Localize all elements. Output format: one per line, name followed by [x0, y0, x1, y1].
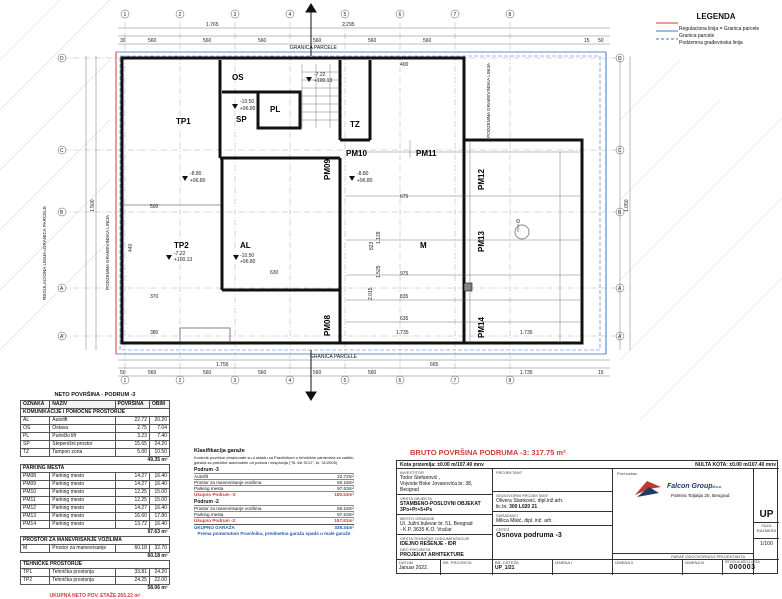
section-total — [21, 553, 170, 561]
dimension-inner: 1.735 — [520, 330, 533, 336]
dimension-inner: 400 — [400, 62, 409, 68]
table-row-cell: 2.75 — [115, 425, 149, 433]
garage-footer: Prema pomenutom Pravilniku, predmetna garaža spada u male garaže — [197, 531, 351, 537]
level-value: +100.13 — [314, 78, 333, 84]
object-label: VRSTA OBJEKTA — [400, 496, 432, 501]
section-heading — [21, 561, 170, 569]
table-row-cell: Tampon zona — [50, 449, 115, 457]
section-heading — [21, 409, 170, 417]
room-label-al: AL — [240, 241, 251, 250]
table-row-cell: 22.72 — [115, 417, 149, 425]
axis-label-5: 5 — [343, 12, 347, 18]
company-address: Palmira Toljatija 20, Beograd — [671, 493, 730, 498]
dimension-top: 560 — [423, 38, 432, 44]
table-row-cell: TZ — [21, 449, 50, 457]
section-markers — [306, 4, 316, 400]
table-row-cell: TP1 — [21, 569, 50, 577]
room-label-m: M — [420, 241, 427, 250]
table-row-cell: 16.40 — [149, 473, 169, 481]
legend — [654, 12, 778, 46]
table-row-cell: 32.70 — [149, 545, 169, 553]
section-total — [21, 529, 170, 537]
room-label-pm11: PM11 — [416, 149, 437, 158]
table-row-cell: 16.40 — [149, 521, 169, 529]
dimension-inner: 835 — [400, 294, 409, 300]
section-heading-cell: PARKING MESTA — [21, 465, 170, 473]
dimension-chains — [86, 28, 630, 376]
section-total — [21, 457, 170, 465]
revision-no-label: REVIZIJA BROJ LISTA — [725, 560, 760, 564]
left-regulation-line-label: REGULACIONA LINIJA=GRANICA PARCELE — [42, 206, 47, 300]
table-row — [21, 441, 170, 449]
garage-row-label: Autolift — [194, 474, 209, 480]
axis-label-2: 2 — [178, 12, 182, 18]
axis-label-A': A' — [60, 334, 65, 340]
dimension-bottom: 560 — [258, 370, 267, 376]
table-row-cell: Stepenišni prostor — [50, 441, 115, 449]
dimension-top: 560 — [313, 38, 322, 44]
axis-label-4: 4 — [288, 12, 292, 18]
table-row-cell: Parking mesto — [50, 497, 115, 505]
dimension-bottom: 15 — [598, 370, 604, 376]
table-row-cell: 16.40 — [149, 481, 169, 489]
axis-label-D: D — [60, 56, 64, 62]
section-heading — [21, 465, 170, 473]
sheet-name: Osnova podruma -3 — [496, 532, 562, 539]
responsible-name: Olivera Stanković, dipl.inž.arh. — [496, 498, 564, 504]
axis-label-7: 7 — [453, 378, 457, 384]
table-row-cell: 15.00 — [149, 489, 169, 497]
axis-label-A: A — [60, 286, 64, 292]
garage-block-total-label: Ukupno Podrum -3: — [194, 492, 237, 498]
garage-total-value: 338.34m² — [334, 525, 354, 531]
parcel-boundary — [116, 52, 606, 354]
dimension-inner: 1.525 — [376, 265, 382, 278]
table-row-cell: 24.20 — [149, 441, 169, 449]
table-row — [21, 545, 170, 553]
dimension-bottom: 665 — [430, 362, 439, 368]
axis-label-B: B — [618, 210, 622, 216]
table-row-cell: 33.81 — [115, 569, 149, 577]
part-name: PROJEKAT ARHITEKTURE — [400, 552, 464, 558]
dimension-bottom: 560 — [368, 370, 377, 376]
dimension-bottom: 560 — [203, 370, 212, 376]
table-row — [21, 425, 170, 433]
axis-label-C: C — [618, 148, 622, 154]
garage-block-total-label: Ukupno Podrum -2: — [194, 518, 237, 524]
section-heading — [21, 537, 170, 545]
table-row-cell: TP2 — [21, 577, 50, 585]
garage-block — [194, 499, 354, 523]
table-row-cell: M — [21, 545, 50, 553]
room-label-tz: TZ — [350, 120, 360, 129]
col-name: NAZIV — [50, 401, 115, 409]
garage-row-value: 97.63m² — [337, 486, 354, 492]
room-label-pm10: PM10 — [346, 149, 367, 158]
company-name: Falcon Group — [667, 483, 713, 490]
table-row-cell: Tehnička prostorija — [50, 569, 115, 577]
dimension-top: 560 — [258, 38, 267, 44]
responsible-label: ODGOVORNI PROJEKTANT — [496, 493, 549, 498]
table-row-cell: 14.27 — [115, 481, 149, 489]
table-row-cell: SP — [21, 441, 50, 449]
axis-label-6: 6 — [398, 12, 402, 18]
axis-label-8: 8 — [508, 12, 512, 18]
floors: 3Po+Pr+5+Ps — [400, 507, 433, 513]
dimension-top: 2.295 — [342, 22, 355, 28]
walls — [122, 58, 582, 343]
level-value: -10.50 — [240, 253, 255, 259]
part-label: DEO PROJEKTA — [400, 547, 431, 552]
project-no-label: BR. PROJEKTA — [443, 560, 472, 565]
table-row-cell: PM08 — [21, 473, 50, 481]
level-value: +96.80 — [357, 178, 373, 184]
dimension-inner: 975 — [400, 271, 409, 277]
garage-block — [194, 467, 354, 497]
dimension-bottom: 560 — [148, 370, 157, 376]
section-heading-cell: TEHNIČKE PROSTORIJE — [21, 561, 170, 569]
axis-label-3: 3 — [233, 378, 237, 384]
axis-label-1: 1 — [123, 12, 127, 18]
title-block — [410, 448, 778, 457]
legend-item-regulation: Regulaciona linija = Granica parcele — [679, 25, 760, 32]
table-row-cell: OS — [21, 425, 50, 433]
table-row — [21, 417, 170, 425]
section-total-cell: 97.63 m² — [147, 529, 168, 535]
dimension-inner: 1.735 — [396, 330, 409, 336]
table-row-cell: 16.60 — [115, 513, 149, 521]
table-row-cell: 7.04 — [149, 425, 169, 433]
room-label-pm14: PM14 — [477, 317, 486, 338]
axis-label-6: 6 — [398, 378, 402, 384]
table-row-cell: 20.20 — [149, 417, 169, 425]
garage-block-title: Podrum -2 — [194, 499, 219, 506]
table-row-cell: PM11 — [21, 497, 50, 505]
garage-block-total — [194, 517, 354, 523]
table-row-cell: 14.27 — [115, 473, 149, 481]
room-label-os: OS — [232, 73, 244, 82]
dimension-inner: 500 — [150, 204, 159, 210]
table-row — [21, 489, 170, 497]
investor-address: Vojvode Boke Jovanovića br. 38, Beograd — [400, 481, 473, 493]
garage-row-value: 60.18m² — [337, 480, 354, 486]
dimension-inner: 2.015 — [368, 287, 374, 300]
level-value: -10.50 — [240, 99, 255, 105]
table-row — [21, 505, 170, 513]
doc-label: VRSTA TEHNIČKE DOKUMENTACIJE — [400, 536, 470, 541]
garage-row-value: 60.18m² — [337, 506, 354, 512]
table-row-cell: PM13 — [21, 513, 50, 521]
dimension-top: 560 — [203, 38, 212, 44]
table-row-cell: Parking mesto — [50, 473, 115, 481]
area-table-title: NETO POVRŠINA - PODRUM -3 — [54, 392, 136, 398]
level-value: +96.80 — [240, 259, 256, 265]
left-underground-line-label: PODZEMNA GRAĐEVINSKA LINIJA — [105, 214, 110, 290]
dimension-top: 560 — [148, 38, 157, 44]
table-row-cell: 5.00 — [115, 449, 149, 457]
section-total-cell — [21, 457, 116, 465]
table-row-cell: 22.00 — [149, 577, 169, 585]
date-label: DATUM — [399, 560, 413, 565]
drawing-no-label: BR. CRTEŽA — [495, 560, 519, 565]
table-row — [21, 481, 170, 489]
table-row — [21, 521, 170, 529]
table-row-cell: Ostava — [50, 425, 115, 433]
phase-value: UP — [759, 509, 774, 520]
stamp-label: PARAF ODGOVORNOG PROJEKTANTA — [613, 553, 753, 559]
table-row-cell: Autolift — [50, 417, 115, 425]
dimension-top: 1.765 — [206, 22, 219, 28]
col-code: OZNAKA — [21, 401, 50, 409]
dimension-bottom: 50 — [120, 370, 126, 376]
table-row-cell: 17.80 — [149, 513, 169, 521]
garage-row-label: Prostor za manevrisanje vozilima — [194, 480, 262, 486]
level-value: -7.22 — [174, 251, 186, 257]
revision-2: IZMENA II — [615, 560, 634, 565]
garage-row-value: 97.63m² — [337, 512, 354, 518]
garage-block-total-value: 157.81m² — [334, 518, 354, 524]
garage-row-label: Parking mesta — [194, 486, 224, 492]
table-row — [21, 569, 170, 577]
garage-block-total-value: 180.53m² — [334, 492, 354, 498]
table-row-cell: 12.25 — [115, 489, 149, 497]
date-value: Januar 2022. — [399, 565, 429, 571]
axis-label-D: D — [618, 56, 622, 62]
table-row-cell: PL — [21, 433, 50, 441]
garage-note: Kontrole površine obračunate su u skladu sa Pravilnikom o tehničkim zahtevima za zaštitu garaža za putničke automobile od požara i eksplozija ("Sl. list SCG", br. 31/2005) — [194, 455, 354, 465]
section-total-cell: 60.18 m² — [147, 553, 168, 559]
table-row-cell: Parking mesto — [50, 481, 115, 489]
level-value: -8.80 — [190, 171, 202, 177]
level-value: +96.80 — [190, 178, 206, 184]
axis-label-C: C — [60, 148, 64, 154]
garage-title: Klasifikacija garaže — [194, 448, 245, 454]
axis-label-1: 1 — [123, 378, 127, 384]
revision-1: IZMENA I — [555, 560, 573, 565]
axis-label-B: B — [60, 210, 64, 216]
net-area-table — [20, 392, 170, 599]
table-row-cell: Parking mesto — [50, 505, 115, 513]
table-row-cell: AL — [21, 417, 50, 425]
legend-item-underground: Podzemna građevinska linija — [679, 39, 743, 46]
dimension-inner: 440 — [128, 243, 134, 252]
table-row-cell: Parking mesto — [50, 521, 115, 529]
table-row-cell: 12.25 — [115, 497, 149, 505]
table-row-cell: Tehnička prostorija — [50, 577, 115, 585]
garage-row-value: 22.72m² — [337, 474, 354, 480]
axis-label-7: 7 — [453, 12, 457, 18]
room-label-sp: SP — [236, 115, 247, 124]
level-value: +96.80 — [240, 106, 256, 112]
title-block-frame — [396, 460, 778, 574]
dimension-top: 30 — [120, 38, 126, 44]
room-label-pm08: PM08 — [323, 315, 332, 336]
location-street: Ul. Južni bulevar br. 51, Beograd — [400, 521, 473, 527]
table-row-cell: 3.23 — [115, 433, 149, 441]
grand-total-value: 265.22 m² — [117, 593, 141, 599]
axis-label-5: 5 — [343, 378, 347, 384]
axis-label-8: 8 — [508, 378, 512, 384]
garage-block-total — [194, 491, 354, 497]
dimension-inner: 630 — [270, 270, 279, 276]
table-row — [21, 513, 170, 521]
room-label-pl: PL — [270, 105, 281, 114]
scale-value: 1/100 — [754, 538, 779, 547]
stairs-and-bays — [302, 64, 580, 343]
dimension-top: 560 — [368, 38, 377, 44]
dimension-inner: 380 — [150, 330, 159, 336]
section-total-cell: 58.06 m² — [147, 585, 168, 591]
revision-3: IZMENA III — [685, 560, 705, 565]
investor-label: INVESTITOR — [400, 470, 424, 475]
table-row — [21, 577, 170, 585]
dimension-labels — [90, 22, 630, 376]
col-area: POVRŠINA — [115, 401, 149, 409]
level-value: -7.22 — [314, 72, 326, 78]
accessible-parking-icon — [515, 220, 529, 240]
dimension-inner: 370 — [150, 294, 159, 300]
section-total — [21, 585, 170, 593]
grand-total-label: UKUPNA NETO POV. ETAŽE — [49, 593, 117, 599]
collaborator-name: Milica Mikić, dipl. inž. arh. — [496, 518, 553, 524]
revision-no: 000003 — [729, 564, 756, 571]
dimension-inner: 675 — [400, 194, 409, 200]
location-label: MESTO GRADNJE — [400, 516, 435, 521]
room-label-tp1: TP1 — [176, 117, 191, 126]
section-heading-cell: PROSTOR ZA MANEVRISANJE VOZILIMA — [21, 537, 170, 545]
right-underground-line-label: PODZEMNA GRAĐEVINSKA LINIJA — [486, 62, 491, 138]
dimension-inner: 823 — [369, 241, 375, 250]
license-no: 300 L020 21 — [509, 504, 538, 510]
table-row-cell: PM12 — [21, 505, 50, 513]
object-type: STAMBENO-POSLOVNI OBJEKAT — [400, 501, 481, 507]
boundary-label-top: GRANICA PARCELE — [290, 45, 337, 51]
table-row-cell: 60.18 — [115, 545, 149, 553]
investor-name: Todor Stefanović , — [400, 475, 441, 481]
legend-item-parcel: Granica parcele — [679, 32, 715, 39]
garage-row-label: Prostor za manevrisanje vozilima — [194, 506, 262, 512]
table-row — [21, 473, 170, 481]
dimension-inner: 1.500 — [90, 199, 96, 212]
table-row-cell: 7.40 — [149, 433, 169, 441]
garage-classification — [194, 448, 354, 536]
table-row-cell: PM10 — [21, 489, 50, 497]
room-label-tp2: TP2 — [174, 241, 189, 250]
garage-row-label: Parking mesta — [194, 512, 224, 518]
doc-type: IDEJNO REŠENJE - IDR — [400, 541, 457, 547]
scale-label: RAZMERA — [756, 528, 777, 533]
table-row-cell: 24.20 — [149, 569, 169, 577]
table-row-cell: Parking mesto — [50, 489, 115, 497]
phase-label: FAZA — [754, 522, 779, 528]
boundary-label-bottom: GRANICA PARCELE — [310, 354, 357, 360]
falcon-logo-icon — [633, 477, 663, 499]
table-row-cell: Prostor za manevrisanje — [50, 545, 115, 553]
legend-title: LEGENDA — [696, 12, 736, 21]
dimension-inner: 1.128 — [376, 231, 382, 244]
table-row-cell: Putnički lift — [50, 433, 115, 441]
section-total-cell — [21, 529, 116, 537]
room-label-pm13: PM13 — [477, 231, 486, 252]
axis-label-A': A' — [618, 334, 623, 340]
table-row — [21, 497, 170, 505]
location-parcel: - K.P. 3635 K.O. Vračar — [400, 527, 452, 533]
axis-label-4: 4 — [288, 378, 292, 384]
table-row-cell: 16.40 — [149, 505, 169, 513]
table-row-cell: 10.50 — [149, 449, 169, 457]
table-row-cell: Parking mesto — [50, 513, 115, 521]
section-heading-cell: KOMUNIKACIJE I POMOĆNE PROSTORIJE — [21, 409, 170, 417]
table-row-cell: PM14 — [21, 521, 50, 529]
sheet-label: CRTEŽ — [496, 527, 510, 532]
signature-label: Pre/nosilac: — [617, 471, 638, 476]
dimension-top: 50 — [598, 38, 604, 44]
col-perimeter: OBIM — [149, 401, 169, 409]
section-total-cell — [21, 585, 116, 593]
collaborator-label: SARADNICI — [496, 513, 518, 518]
section-total-cell — [21, 553, 116, 561]
axis-label-3: 3 — [233, 12, 237, 18]
dimension-top: 15 — [584, 38, 590, 44]
table-row-cell: PM09 — [21, 481, 50, 489]
table-row-cell: 13.72 — [115, 521, 149, 529]
table-row-cell: 14.27 — [115, 505, 149, 513]
table-row-cell: 15.65 — [115, 441, 149, 449]
nulta-kota: NULTA KOTA: ±0.00 m/107.40 mnv — [695, 462, 776, 468]
room-label-pm09: PM09 — [323, 159, 332, 180]
dimension-bottom: 1.735 — [520, 370, 533, 376]
kota-prizemlja: Kota prizemlja: ±0.00 m/107.40 mnv — [400, 462, 484, 468]
table-row — [21, 449, 170, 457]
level-value: -8.80 — [357, 171, 369, 177]
drawing-no: UP_1/21 — [495, 565, 515, 571]
garage-total-label: UKUPNO GARAŽA — [194, 525, 235, 531]
table-row-cell: 24.25 — [115, 577, 149, 585]
table-row-cell: 15.00 — [149, 497, 169, 505]
license-label: lic.br. — [496, 504, 508, 510]
projektant-label: PROJEKTANT — [496, 470, 523, 475]
dimension-bottom: 1.756 — [216, 362, 229, 368]
gross-area: BRUTO POVRŠINA PODRUMA -3: 317.75 m² — [410, 448, 566, 457]
room-label-pm12: PM12 — [477, 169, 486, 190]
company-suffix: d.o.o. — [712, 485, 722, 489]
table-row — [21, 433, 170, 441]
dimension-inner: 1.050 — [624, 199, 630, 212]
level-labels — [174, 72, 373, 265]
garage-block-title: Podrum -3 — [194, 467, 219, 474]
dimension-bottom: 560 — [313, 370, 322, 376]
axis-label-A: A — [618, 286, 622, 292]
level-value: +100.13 — [174, 257, 193, 263]
dimension-inner: 635 — [400, 316, 409, 322]
section-total-cell: 49.35 m² — [147, 457, 168, 463]
axis-label-2: 2 — [178, 378, 182, 384]
